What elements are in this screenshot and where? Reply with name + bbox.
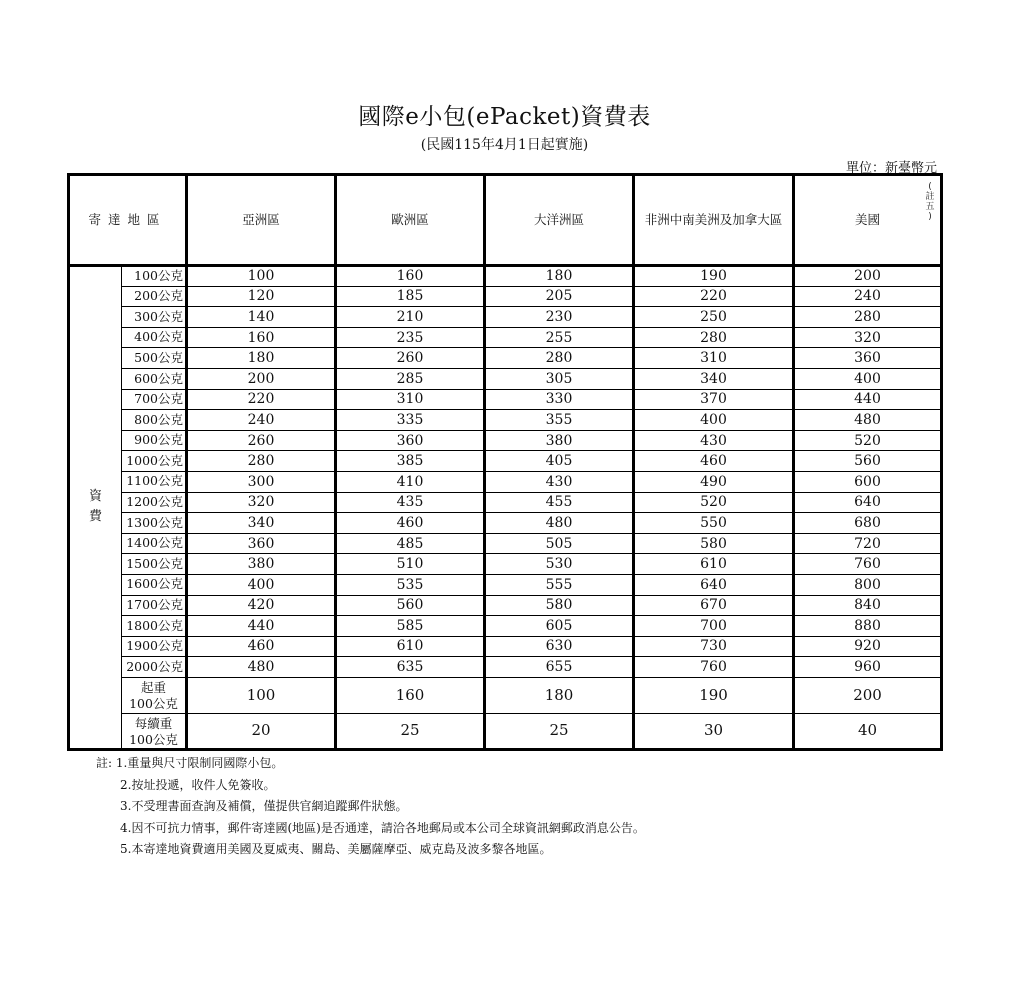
rate-cell: 460 [187,636,336,657]
column-header: 美國 [794,175,942,266]
rate-cell: 160 [336,677,485,713]
rate-cell: 635 [336,657,485,678]
rate-cell: 360 [187,533,336,554]
rate-cell: 370 [634,389,794,410]
rate-cell: 360 [336,430,485,451]
rate-cell: 440 [794,389,942,410]
rate-cell: 30 [634,713,794,749]
effective-date: (民國115年4月1日起實施) [420,137,589,153]
note-item: 5.本寄達地資費適用美國及夏威夷、關島、美屬薩摩亞、威克島及波多黎各地區。 [120,842,552,856]
rate-cell: 25 [336,713,485,749]
rate-cell: 760 [794,554,942,575]
rate-cell: 960 [794,657,942,678]
weight-label: 1900公克 [122,636,187,657]
rate-cell: 480 [794,410,942,431]
weight-label [122,713,187,749]
rate-cell: 25 [485,713,634,749]
rate-cell: 240 [187,410,336,431]
table-row [69,266,942,287]
weight-label: 400公克 [122,327,187,348]
weight-label: 1100公克 [122,471,187,492]
weight-label: 1300公克 [122,513,187,534]
rate-cell: 305 [485,368,634,389]
weight-label: 1800公克 [122,616,187,637]
rate-cell: 520 [794,430,942,451]
table-row [69,513,942,534]
rate-cell: 560 [336,595,485,616]
rate-cell: 430 [485,471,634,492]
rate-cell: 240 [794,286,942,307]
rate-cell: 260 [187,430,336,451]
table-row [69,492,942,513]
rate-cell: 655 [485,657,634,678]
weight-label: 1600公克 [122,574,187,595]
rate-cell: 160 [336,266,485,287]
note-item: 2.按址投遞，收件人免簽收。 [120,777,276,792]
rate-cell: 400 [794,368,942,389]
rate-cell: 310 [336,389,485,410]
weight-label: 700公克 [122,389,187,410]
rate-cell: 360 [794,348,942,369]
table-row [69,286,942,307]
weight-label: 200公克 [122,286,187,307]
rate-cell: 100 [187,677,336,713]
table-row [69,574,942,595]
weight-label: 1400公克 [122,533,187,554]
rate-cell: 480 [187,657,336,678]
rate-cell: 200 [794,677,942,713]
rate-cell: 510 [336,554,485,575]
rate-cell: 610 [634,554,794,575]
rate-cell: 180 [485,266,634,287]
rate-cell: 235 [336,327,485,348]
rate-cell: 700 [634,616,794,637]
rate-cell: 880 [794,616,942,637]
rate-cell: 670 [634,595,794,616]
rate-cell: 530 [485,554,634,575]
rate-cell: 410 [336,471,485,492]
rate-cell: 255 [485,327,634,348]
rate-cell: 580 [634,533,794,554]
rate-cell: 335 [336,410,485,431]
rate-cell: 405 [485,451,634,472]
rate-cell: 330 [485,389,634,410]
group-label [69,266,122,750]
rate-cell: 455 [485,492,634,513]
weight-label: 2000公克 [122,657,187,678]
rate-cell: 840 [794,595,942,616]
rate-cell: 340 [187,513,336,534]
table-row [69,533,942,554]
rate-cell: 550 [634,513,794,534]
weight-label: 100公克 [122,266,187,287]
page-title: 國際e小包(ePacket)資費表 [358,104,651,130]
rate-cell: 460 [634,451,794,472]
rate-cell: 20 [187,713,336,749]
rate-cell: 555 [485,574,634,595]
rate-cell: 260 [336,348,485,369]
weight-label: 1500公克 [122,554,187,575]
weight-label: 600公克 [122,368,187,389]
rate-table [67,173,943,751]
rate-cell: 800 [794,574,942,595]
rate-cell: 505 [485,533,634,554]
table-row [69,348,942,369]
table-row [69,554,942,575]
table-row [69,389,942,410]
header-row [69,175,942,266]
rate-cell: 220 [187,389,336,410]
rate-cell: 460 [336,513,485,534]
rate-cell: 185 [336,286,485,307]
rate-cell: 760 [634,657,794,678]
table-row [69,657,942,678]
rate-cell: 920 [794,636,942,657]
rate-cell: 160 [187,327,336,348]
rate-cell: 285 [336,368,485,389]
weight-label: 900公克 [122,430,187,451]
rate-cell: 435 [336,492,485,513]
column-header: 大洋洲區 [485,175,634,266]
rate-cell: 430 [634,430,794,451]
weight-label-line: 每續重 [134,715,173,731]
rate-cell: 280 [485,348,634,369]
table-row [69,327,942,348]
weight-label-line: 起重 [141,680,167,696]
notes-prefix: 註: [96,756,113,770]
rate-cell: 280 [634,327,794,348]
table-row [69,307,942,328]
rate-cell: 200 [187,368,336,389]
note-item: 1.重量與尺寸限制同國際小包。 [115,756,284,770]
rate-cell: 120 [187,286,336,307]
table-row [69,677,942,713]
rate-cell: 320 [794,327,942,348]
rate-cell: 190 [634,677,794,713]
rate-cell: 480 [485,513,634,534]
table-row [69,368,942,389]
rate-cell: 310 [634,348,794,369]
rate-cell: 730 [634,636,794,657]
weight-label: 1000公克 [122,451,187,472]
rate-cell: 400 [187,574,336,595]
weight-label: 500公克 [122,348,187,369]
note-item: 3.不受理書面查詢及補償，僅提供官網追蹤郵件狀態。 [120,799,408,813]
rate-cell: 485 [336,533,485,554]
rate-cell: 580 [485,595,634,616]
group-label-text: 資費 [88,489,102,525]
rate-cell: 490 [634,471,794,492]
rate-cell: 520 [634,492,794,513]
rate-cell: 600 [794,471,942,492]
rate-cell: 320 [187,492,336,513]
weight-label: 300公克 [122,307,187,328]
weight-label [122,677,187,713]
rate-cell: 630 [485,636,634,657]
rate-cell: 280 [187,451,336,472]
rate-cell: 180 [187,348,336,369]
column-header: 非洲中南美洲及加拿大區 [634,175,794,266]
rate-cell: 420 [187,595,336,616]
rate-cell: 230 [485,307,634,328]
weight-label-line: 100公克 [129,696,178,712]
rate-cell: 220 [634,286,794,307]
rate-cell: 140 [187,307,336,328]
rate-cell: 680 [794,513,942,534]
rate-cell: 535 [336,574,485,595]
rate-cell: 640 [634,574,794,595]
note-reference: ( 註 五 ) [925,182,935,222]
rate-cell: 440 [187,616,336,637]
rate-cell: 40 [794,713,942,749]
rate-cell: 300 [187,471,336,492]
rate-cell: 355 [485,410,634,431]
rate-cell: 585 [336,616,485,637]
weight-label: 1200公克 [122,492,187,513]
rate-cell: 190 [634,266,794,287]
rate-cell: 180 [485,677,634,713]
notes [96,753,645,861]
rate-cell: 560 [794,451,942,472]
table-row [69,430,942,451]
table-row [69,636,942,657]
table-row [69,595,942,616]
rate-cell: 200 [794,266,942,287]
rate-cell: 380 [187,554,336,575]
table-row [69,471,942,492]
note-item: 4.因不可抗力情事，郵件寄達國(地區)是否通達，請洽各地郵局或本公司全球資訊網郵政消息公告。 [120,820,645,835]
rate-cell: 610 [336,636,485,657]
rate-cell: 100 [187,266,336,287]
currency-unit: 單位：新臺幣元 [845,161,937,176]
table-row [69,616,942,637]
table-row [69,713,942,749]
rate-cell: 210 [336,307,485,328]
rate-cell: 400 [634,410,794,431]
rate-cell: 380 [485,430,634,451]
weight-label: 1700公克 [122,595,187,616]
rate-cell: 250 [634,307,794,328]
region-header: 寄達地區 [69,175,187,266]
rate-cell: 385 [336,451,485,472]
column-header: 歐洲區 [336,175,485,266]
table-row [69,451,942,472]
column-header: 亞洲區 [187,175,336,266]
rate-cell: 640 [794,492,942,513]
rate-cell: 605 [485,616,634,637]
weight-label: 800公克 [122,410,187,431]
rate-cell: 340 [634,368,794,389]
rate-cell: 720 [794,533,942,554]
weight-label-line: 100公克 [129,731,178,747]
table-row [69,410,942,431]
rate-cell: 205 [485,286,634,307]
rate-cell: 280 [794,307,942,328]
